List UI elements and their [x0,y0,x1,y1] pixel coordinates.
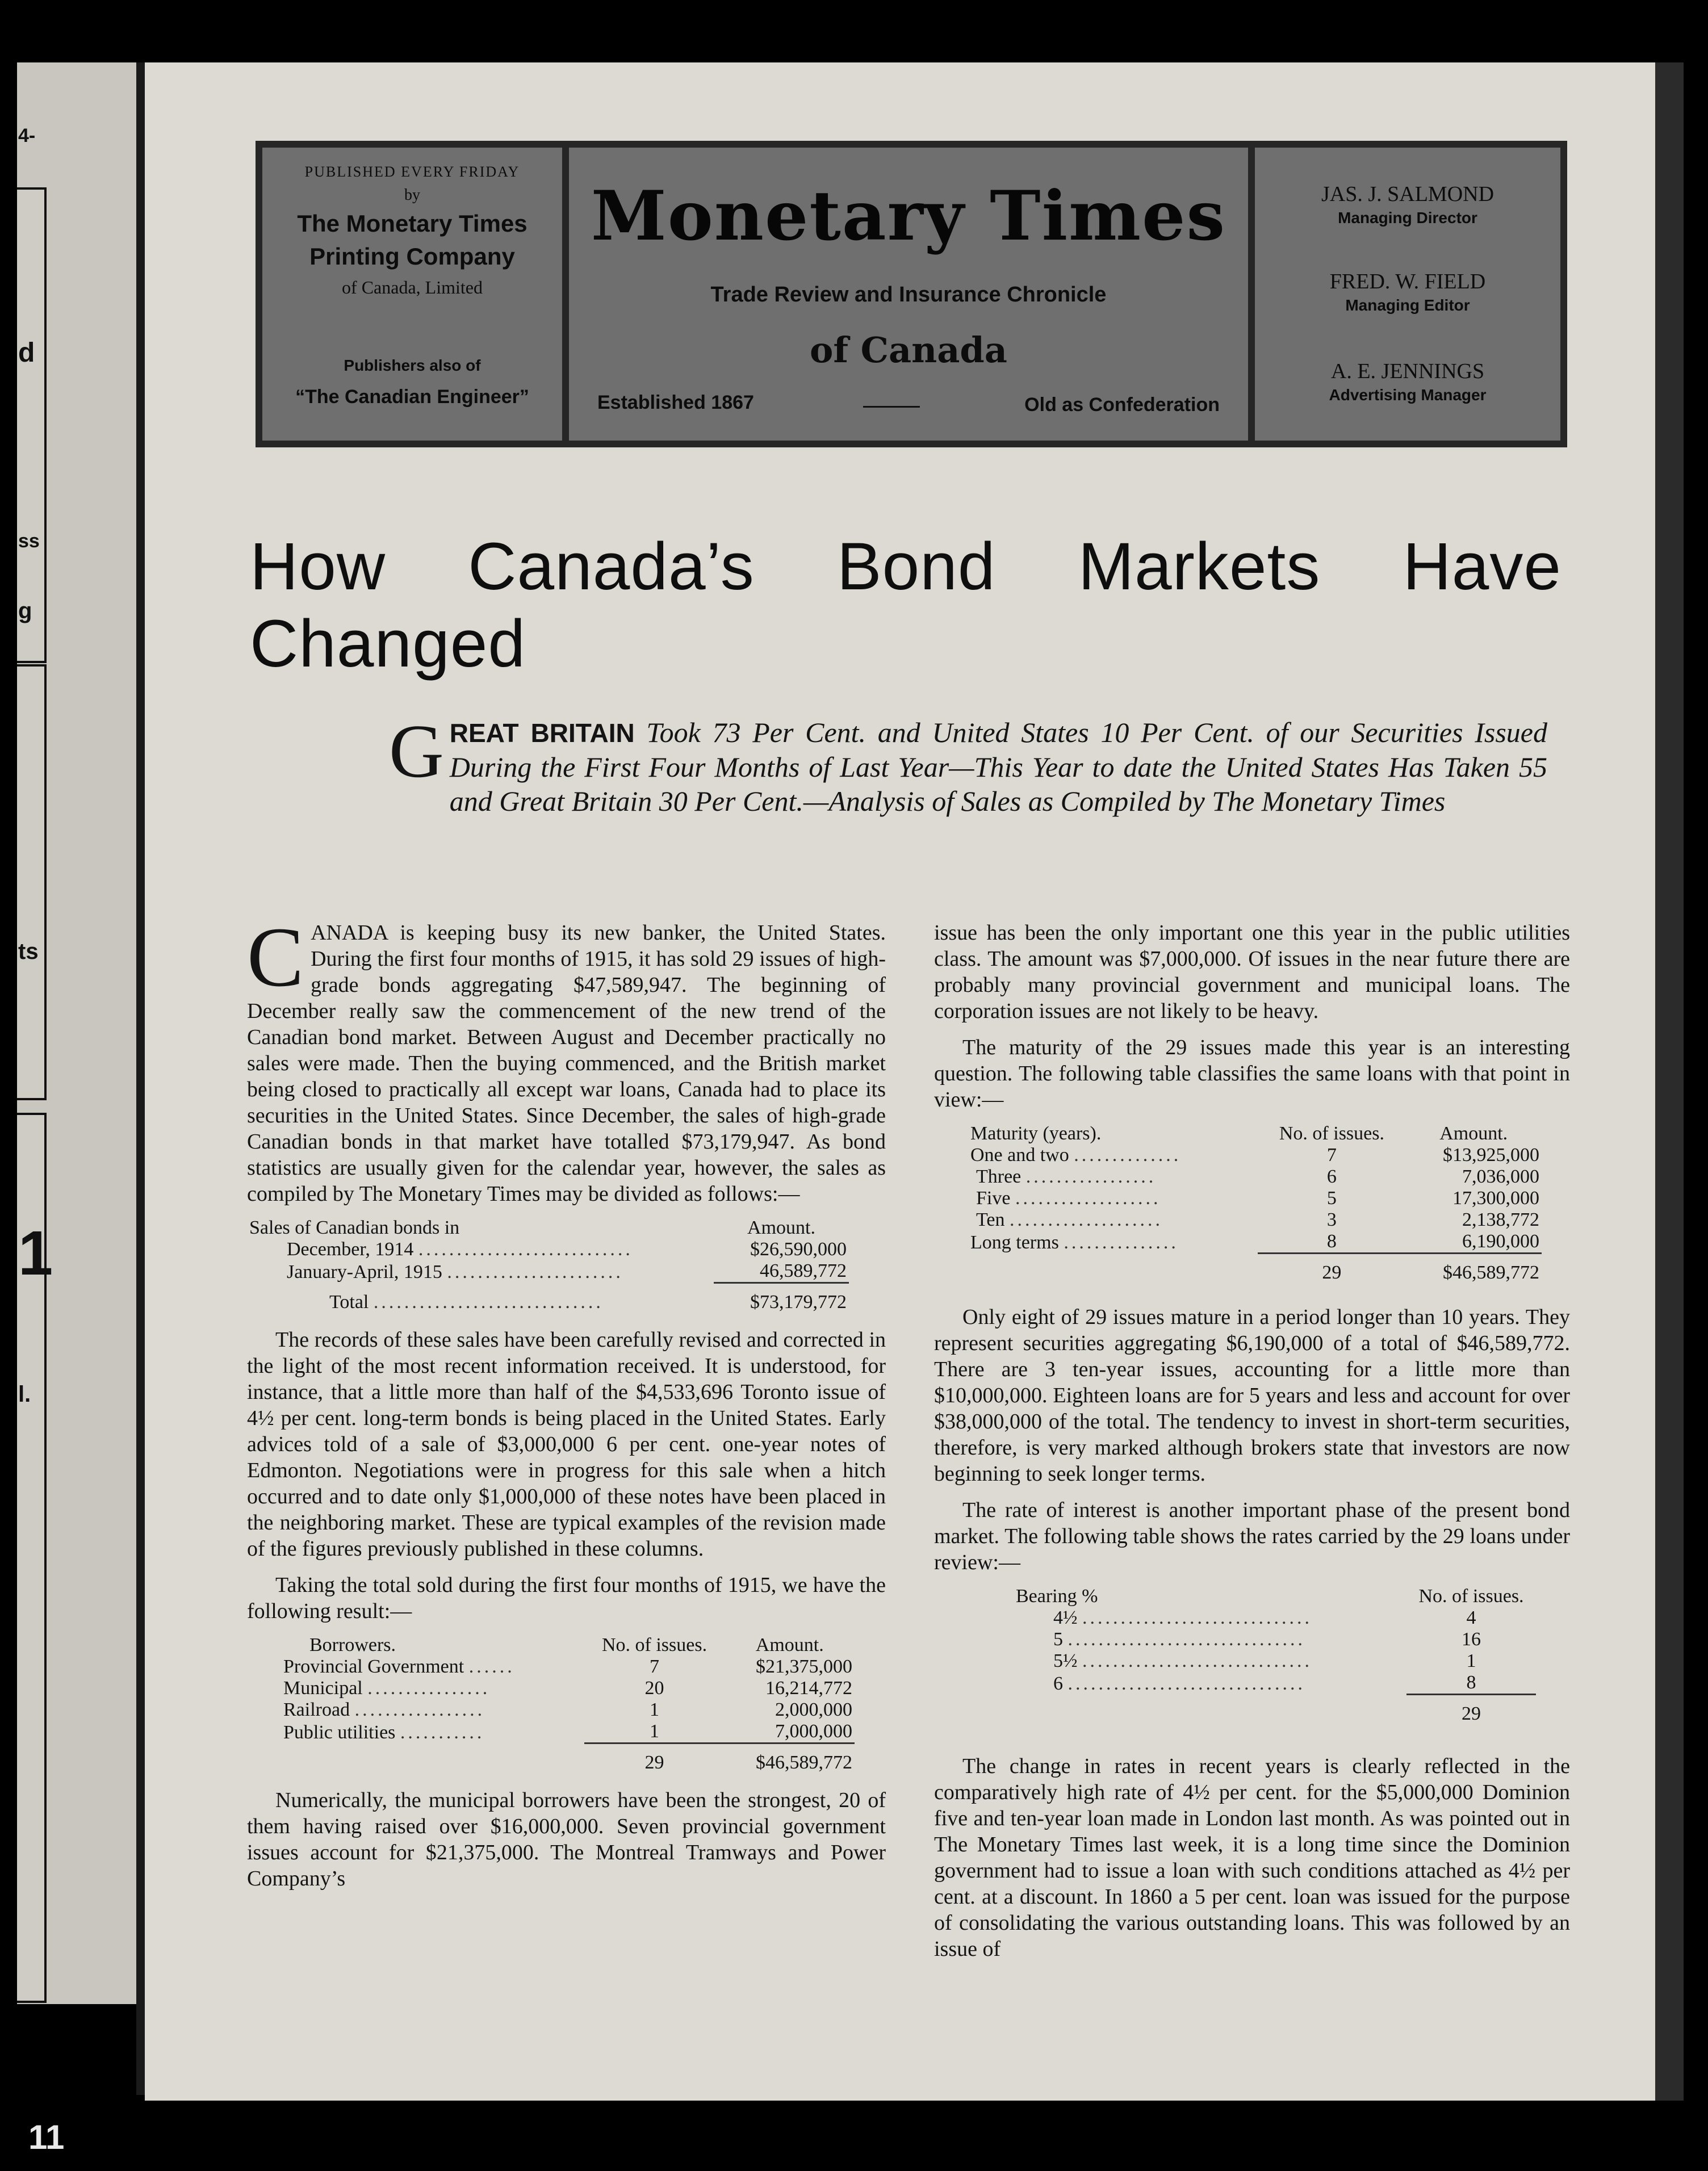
table-cell: 6,190,000 [1462,1231,1539,1252]
table-cell: 5 [1326,1188,1337,1209]
table-total-row [281,1752,855,1774]
prev-page-fragment: ss [18,530,40,552]
paragraph: The change in rates in recent years is clearly reflected in the comparatively high rate of 4½ per cent. for the $5,000,000 Dominion five and ten-year loan made in London last month. As was pointed out in The Monetary Times last week, it is a long time since the Dominion government had to issue a loan with such conditions attached as 4½ per cent. at a discount. In 1860 a 5 per cent. loan was issued for the purpose of consolidating the various outstanding loans. This was followed by an issue of [934,1754,1570,1961]
deck-text: Took 73 Per Cent. and United States 10 Per Cent. of our Securities Issued During the First Four Months of Last Year—This Year to date the United States Has Taken 55 and Great Britain 30 Per Cent.—Analysis of Sales as Compiled by The Monetary Times [449,716,1547,817]
masthead-title-panel [569,148,1248,441]
paragraph: Taking the total sold during the first four months of 1915, we have the following result:— [247,1573,886,1623]
table-rule [281,1743,855,1753]
table-cell: $46,589,772 [756,1752,852,1773]
publisher-name-line2: Printing Company [309,243,515,270]
paragraph-text: ANADA is keeping busy its new banker, the United States. During the first four months of 1915, it has sold 29 issues of high-grade bonds aggregating $47,589,947. The beginning of December really saw the commencement of the new trend of the Canadian bond market. Between August and December practically no sales were made. Then the buying commenced, and the British market being closed to practically all except war loans, Canada had to place its securities in the United States. Since December, the sales of high-grade Canadian bonds in that market have totalled $73,179,947. As bond statistics are usually given for the calendar year, however, the sales as compiled by The Monetary Times may be divided as follows:— [247,921,886,1206]
table-cell: Railroad ................. [283,1699,485,1720]
table-cell: One and two .............. [970,1145,1182,1166]
table-cell: $26,590,000 [750,1239,847,1260]
prev-page-fragment: 4- [18,125,36,146]
table-row [1014,1629,1536,1650]
table-cell: 6 [1326,1166,1337,1187]
table-cell: $46,589,772 [1443,1262,1539,1283]
table-cell: 7,000,000 [775,1721,852,1742]
table-cell: 16,214,772 [765,1678,852,1699]
maturity-table [968,1123,1542,1284]
prev-page-fragment: l. [18,1382,31,1407]
table-cell: January-April, 1915 ....................... [287,1261,623,1283]
table-cell: 5 ............................... [1053,1629,1305,1650]
film-mark: 11 [28,2118,65,2156]
prev-page-box [17,1113,53,2003]
publisher-name-line3: of Canada, Limited [342,277,483,297]
table-header-cell: No. of issues. [601,1634,708,1656]
paragraph: Only eight of 29 issues mature in a period longer than 10 years. They represent securities aggregating $6,190,000 of a total of $46,589,772. There are 3 ten-year issues, accounting for a little more than $10,000,000. Eighteen loans are for 5 years and less and account for over $38,000,000 of the total. The tendency to invest in short-term securities, therefore, is very marked although brokers state that investors are now beginning to seek longer terms. [934,1305,1570,1486]
table-row [968,1145,1542,1166]
table-row [247,1260,849,1283]
table-cell: 8 [1466,1672,1476,1693]
table-cell: 5½ .............................. [1053,1650,1312,1671]
article-deck [389,709,1547,818]
by-text: by [404,186,420,204]
table-row [247,1239,849,1260]
table-total-row [968,1262,1542,1284]
table-total-row [247,1292,849,1313]
previous-page-edge [17,62,136,2004]
drop-cap: C [247,910,304,1004]
table-row [281,1721,855,1743]
table-row [1014,1607,1536,1629]
page-edge [1655,62,1684,2101]
table-cell: Municipal ................ [283,1678,491,1699]
paragraph: issue has been the only important one this year in the public utilities class. The amount was $7,000,000. Of issues in the near future there are probably many provincial government and municipal loans. The corporation issues are not likely to be heavy. [934,921,1570,1023]
table-row [281,1699,855,1721]
staff-name: JAS. J. SALMOND [1321,182,1494,206]
paragraph: The records of these sales have been carefully revised and corrected in the light of the most recent information received. It is understood, for instance, that a little more than half of the $4,533,696 Toronto issue of 4½ per cent. long-term bonds is being placed in the United States. Early advices told of a sale of $3,000,000 6 per cent. one-year notes of Edmonton. Negotiations were in progress for this sale when a hitch occurred and to date only $1,000,000 of these notes have been placed in the neighboring market. These are typical examples of the revision made of the figures previously published in these columns. [247,1328,886,1561]
prev-page-box [17,664,47,1100]
table-cell: 8 [1326,1231,1337,1252]
prev-page-box [17,187,47,663]
table-cell: 16 [1462,1629,1481,1650]
staff-name: A. E. JENNINGS [1330,359,1485,383]
prev-page-fragment: 1 [18,1218,53,1288]
table-header-cell: Maturity (years). [970,1123,1102,1144]
table-cell: Three ................. [976,1166,1157,1187]
table-cell: Five ................... [976,1188,1161,1209]
table-rule [968,1254,1542,1263]
table-cell: 7,036,000 [1462,1166,1539,1187]
table-cell: 17,300,000 [1452,1188,1539,1209]
table-header [281,1634,855,1656]
masthead-staff-panel [1255,148,1560,441]
table-cell: 2,000,000 [775,1699,852,1720]
table-header-cell: No. of issues. [1279,1123,1384,1144]
table-cell: Provincial Government ...... [283,1656,515,1677]
staff-name: FRED. W. FIELD [1329,270,1486,294]
table-cell: 6 ............................... [1053,1673,1305,1694]
table-header-cell: Amount. [747,1217,815,1238]
rates-table [1014,1586,1536,1725]
staff-role: Managing Director [1338,209,1477,227]
table-cell: 46,589,772 [760,1260,847,1281]
paragraph: The rate of interest is another important phase of the present bond market. The following table shows the rates carried by the 29 loans under review:— [934,1498,1570,1574]
table-cell: 1 [650,1721,660,1742]
table-cell: 7 [1326,1145,1337,1166]
table-row [968,1209,1542,1231]
masthead-title: Monetary Times [591,176,1226,256]
established-date: Established 1867 [597,392,754,413]
masthead [256,141,1567,447]
table-cell: $13,925,000 [1443,1145,1539,1166]
table-row [968,1188,1542,1209]
table-header-cell: Amount. [755,1634,824,1656]
table-cell: 1 [1466,1650,1476,1671]
table-cell: 20 [644,1678,664,1699]
table-cell: $73,179,772 [750,1292,847,1313]
prev-page-fragment: ts [18,939,39,964]
table-row [281,1656,855,1678]
prev-page-fragment: g [18,598,32,623]
table-header-cell: Sales of Canadian bonds in [249,1217,460,1238]
table-row [1014,1650,1536,1672]
table-row [281,1678,855,1699]
table-cell: 4½ .............................. [1053,1607,1312,1628]
masthead-dash [863,406,920,408]
table-cell: 29 [1322,1262,1342,1283]
table-header [247,1217,849,1239]
staff-role: Managing Editor [1345,296,1470,314]
sales-table [247,1217,849,1313]
paragraph: The maturity of the 29 issues made this year is an interesting question. The following table classifies the same loans with that point in view:— [934,1036,1570,1112]
table-cell: 4 [1466,1607,1476,1628]
table-row [968,1166,1542,1188]
table-header-cell: Bearing % [1016,1586,1098,1607]
table-header-cell: Amount. [1439,1123,1508,1144]
table-rule [247,1283,849,1292]
article-headline: How Canada’s Bond Markets Have Changed [250,529,1562,681]
borrowers-table [281,1634,855,1774]
table-cell: Long terms ............... [970,1231,1179,1253]
book-gutter [136,62,145,2095]
table-cell: December, 1914 ............................ [287,1239,633,1260]
table-cell: 7 [650,1656,660,1677]
table-cell: 29 [1462,1703,1481,1724]
table-header-cell: No. of issues. [1418,1586,1524,1607]
prev-page-fragment: d [18,338,35,368]
table-rule [1014,1695,1536,1704]
table-total-row [1014,1703,1536,1725]
table-cell: Public utilities ........... [283,1721,485,1743]
table-cell: Ten .................... [976,1209,1163,1230]
table-cell: $21,375,000 [756,1656,852,1677]
table-cell: 3 [1326,1209,1337,1230]
table-cell: 1 [650,1699,660,1720]
publisher-name-line1: The Monetary Times [297,210,528,237]
paragraph [247,910,886,1207]
deck-drop-cap: G [389,709,444,793]
staff-role: Advertising Manager [1329,386,1487,404]
old-as-confederation: Old as Confederation [1024,394,1220,416]
published-every-friday: PUBLISHED EVERY FRIDAY [304,164,520,180]
magazine-page [145,62,1655,2101]
table-row [1014,1672,1536,1695]
table-cell: Total .............................. [329,1292,604,1313]
table-header-cell: Borrowers. [309,1634,396,1656]
publishers-also-of: Publishers also of [344,357,481,374]
table-cell: 2,138,772 [1462,1209,1539,1230]
deck-caps: REAT BRITAIN [449,718,635,748]
left-column [247,910,886,1902]
masthead-subtitle: Trade Review and Insurance Chronicle [710,283,1107,307]
masthead-publisher-panel [262,148,562,441]
table-header [1014,1586,1536,1607]
table-row [968,1231,1542,1254]
paragraph: Numerically, the municipal borrowers have been the strongest, 20 of them having raised over $16,000,000. Seven provincial government issues account for $21,375,000. The Montreal Tramways and Power Company’s [247,1788,886,1891]
table-header [968,1123,1542,1145]
canadian-engineer-title: “The Canadian Engineer” [295,386,529,408]
table-cell: 29 [644,1752,664,1773]
right-column [934,920,1570,1972]
masthead-of-canada: of Canada [810,329,1007,371]
